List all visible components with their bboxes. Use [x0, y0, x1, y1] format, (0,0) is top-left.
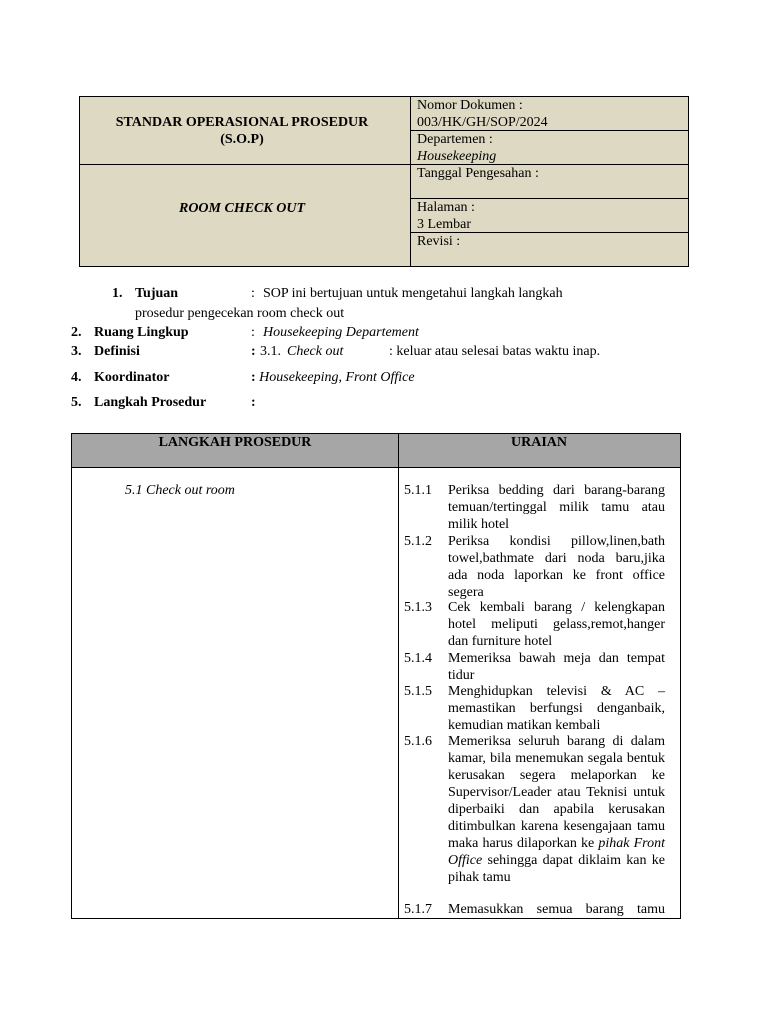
halaman-value: 3 Lembar — [417, 217, 472, 232]
section-2-colon: : — [251, 325, 255, 340]
section-4-label: Koordinator — [94, 370, 170, 385]
item-text: Memasukkan semua barang tamu — [448, 902, 665, 917]
item-text-emphasis: pihak Front Office — [448, 836, 665, 868]
sop-title — [80, 114, 404, 148]
section-1-label: Tujuan — [135, 286, 179, 301]
sop-title-line1: STANDAR OPERASIONAL PROSEDUR — [115, 115, 369, 130]
procedure-table-header — [72, 434, 680, 468]
item-text: Menghidupkan televisi & AC – memastikan berfungsi denganbaik, kemudian matikan kembali — [448, 684, 665, 733]
section-2-label: Ruang Lingkup — [94, 325, 189, 340]
revisi-label: Revisi : — [417, 234, 461, 249]
section-1-text: SOP ini bertujuan untuk mengetahui langkah langkah — [263, 286, 563, 301]
section-4-separator: , — [338, 370, 346, 385]
item-number: 5.1.4 — [404, 651, 432, 666]
item-number: 5.1.5 — [404, 684, 432, 699]
nomor-dokumen-cell — [411, 97, 688, 131]
column-divider — [398, 434, 399, 918]
section-5-number: 5. — [71, 395, 82, 410]
column-header-uraian: URAIAN — [511, 435, 567, 450]
section-4-number: 4. — [71, 370, 82, 385]
sop-title-cell — [80, 97, 411, 266]
sop-title-top-cell — [80, 97, 410, 165]
section-4-value-housekeeping: Housekeeping — [259, 370, 339, 385]
item-text-part: sehingga dapat diklaim kan ke pihak tamu — [448, 853, 665, 885]
section-2-value: Housekeeping Departement — [263, 325, 419, 340]
sop-header-table — [79, 96, 689, 267]
item-text: Periksa kondisi pillow,linen,bath towel,bathmate dari noda baru,jika ada noda laporkan ke front office segera — [448, 534, 665, 600]
section-1-colon: : — [251, 286, 255, 301]
section-4-value-front-office: Front Office — [345, 370, 415, 385]
section-3-colon: : — [251, 344, 256, 359]
section-3-number: 3. — [71, 344, 82, 359]
sop-title-line2: (S.O.P) — [220, 132, 264, 147]
section-1-number: 1. — [112, 286, 123, 301]
list-item — [404, 901, 666, 917]
section-5-label: Langkah Prosedur — [94, 395, 207, 410]
section-2-number: 2. — [71, 325, 82, 340]
item-number: 5.1.1 — [404, 483, 432, 498]
sop-subtitle: ROOM CHECK OUT — [178, 201, 306, 216]
tanggal-pengesahan-label: Tanggal Pengesahan : — [417, 166, 539, 181]
halaman-cell — [411, 199, 688, 233]
item-text-part: Memeriksa seluruh barang di dalam kamar, bila menemukan segala bentuk kerusakan segera melaporkan ke Supervisor/Leader atau Teknisi untuk diperbaiki dan apabila kerusakan ditimbulkan karena kesengajaan tamu maka harus dilaporkan ke — [448, 734, 665, 851]
item-text: Periksa bedding dari barang-barang temuan/tertinggal milik tamu atau milik hotel — [448, 483, 665, 532]
revisi-cell — [411, 233, 688, 266]
section-4-value — [251, 369, 415, 386]
item-text: Memeriksa bawah meja dan tempat tidur — [448, 651, 665, 683]
item-text — [448, 733, 665, 886]
item-text: Cek kembali barang / kelengkapan hotel meliputi gelass,remot,hanger dan furniture hotel — [448, 600, 665, 649]
column-header-langkah: LANGKAH PROSEDUR — [158, 435, 312, 450]
step-title: 5.1 Check out room — [125, 483, 235, 498]
item-number: 5.1.3 — [404, 600, 432, 615]
section-4-colon: : — [251, 370, 256, 385]
section-3-label: Definisi — [94, 344, 140, 359]
tanggal-pengesahan-cell — [411, 165, 688, 199]
item-number: 5.1.7 — [404, 902, 432, 917]
departemen-cell — [411, 131, 688, 165]
nomor-dokumen-value: 003/HK/GH/SOP/2024 — [417, 115, 548, 130]
nomor-dokumen-label: Nomor Dokumen : — [417, 98, 523, 113]
halaman-label: Halaman : — [417, 200, 475, 215]
departemen-value: Housekeeping — [417, 149, 497, 164]
departemen-label: Departemen : — [417, 132, 493, 147]
definition-term: Check out — [287, 344, 344, 359]
section-1-text-cont: prosedur pengecekan room check out — [135, 306, 345, 321]
item-number: 5.1.2 — [404, 534, 432, 549]
definition-number: 3.1. — [260, 344, 281, 359]
section-5-colon: : — [251, 395, 256, 410]
item-number: 5.1.6 — [404, 734, 432, 749]
definition-text: : keluar atau selesai batas waktu inap. — [389, 344, 601, 359]
